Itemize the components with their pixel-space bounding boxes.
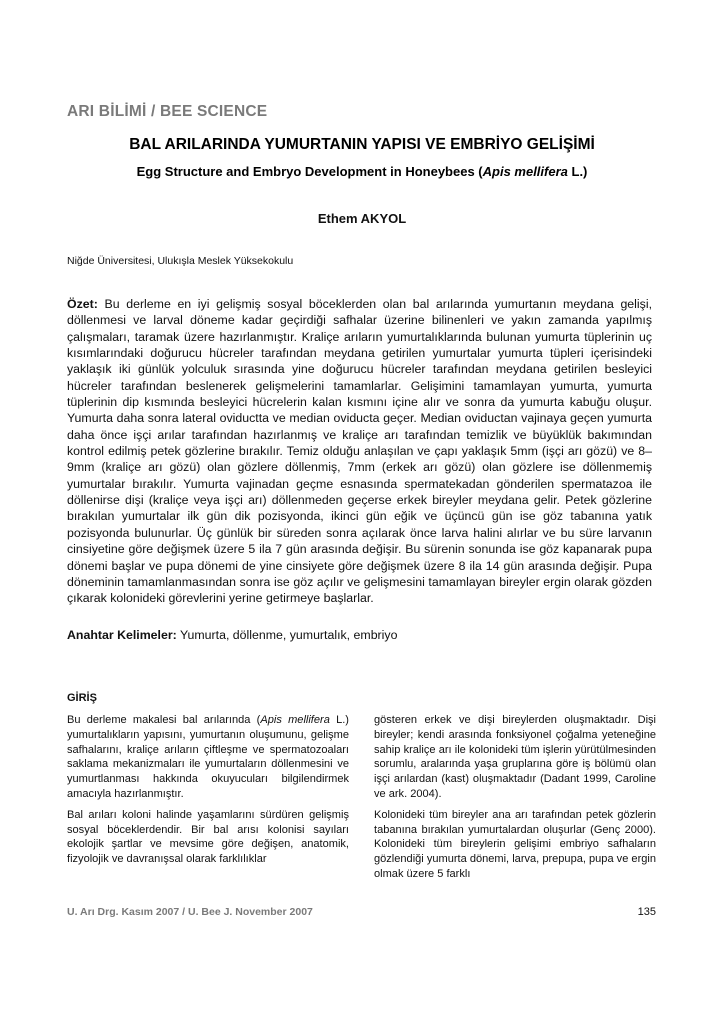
left-p1-species: Apis mellifera: [260, 714, 330, 726]
left-paragraph-2: Bal arıları koloni halinde yaşamlarını sürdüren gelişmiş sosyal böceklerdendir. Bir bal arısı kolonisi sayıları ekolojik şartlar ve mevsime göre değişen, anatomik, fizyolojik ve davranışsal olarak farklılıklar: [67, 808, 349, 866]
subtitle-text-after: L.): [567, 164, 588, 179]
left-column: [67, 713, 349, 873]
page-number: 135: [637, 906, 656, 918]
left-p1-text-before: Bu derleme makalesi bal arılarında (: [67, 714, 261, 726]
right-column: [374, 713, 656, 888]
abstract-label: Özet:: [67, 297, 98, 311]
intro-heading: GİRİŞ: [67, 692, 97, 704]
article-title: BAL ARILARINDA YUMURTANIN YAPISI VE EMBRİYO GELİŞİMİ: [129, 136, 595, 153]
keywords-text: Yumurta, döllenme, yumurtalık, embriyo: [176, 628, 398, 642]
subtitle-species: Apis mellifera: [482, 164, 568, 179]
author-affiliation: Niğde Üniversitesi, Ulukışla Meslek Yüksekokulu: [67, 255, 294, 267]
keywords-line: [67, 627, 652, 643]
right-paragraph-1: gösteren erkek ve dişi bireylerden oluşmaktadır. Dişi bireyler; kendi arasında fonksiyonel çoğalma yeteneğine sahip kraliçe arı ile kolonideki tüm işlerin yürütülmesinden sorumlu, aralarında yaşa gruplarına göre iş bölümü olan işçi arılardan (kast) oluşmaktadır (Dadant 1999, Caroline ve ark. 2004).: [374, 714, 656, 800]
abstract-paragraph: [67, 296, 652, 607]
section-heading: ARI BİLİMİ / BEE SCIENCE: [67, 103, 268, 120]
subtitle-text-before: Egg Structure and Embryo Development in Honeybees (: [136, 164, 483, 179]
author-name: Ethem AKYOL: [317, 211, 407, 226]
left-paragraph-1: [67, 713, 349, 802]
journal-footer: U. Arı Drg. Kasım 2007 / U. Bee J. November 2007: [67, 906, 313, 918]
keywords-label: Anahtar Kelimeler:: [67, 628, 177, 642]
right-paragraph-2: Kolonideki tüm bireyler ana arı tarafından petek gözlerin tabanına bırakılan yumurtalardan oluşurlar (Genç 2000). Kolonideki tüm bireylerin gelişimi embriyo safhaların gözlendiği yumurta dönemi, larva, prepupa, pupa ve ergin olmak üzere 5 farklı: [374, 808, 656, 880]
article-subtitle: [0, 164, 724, 179]
left-p1-text-after: L.) yumurtalıkların yapısını, yumurtanın oluşumunu, gelişme safhalarını, kraliçe arıların çiftleşme ve spermatozoaları saklama mekanizmaları ile yumurtaların döllenmesini ve yumurtlanması hakkında okuyucuları bilgilendirmek amacıyla hazırlanmıştır.: [67, 714, 349, 800]
abstract-text: Bu derleme en iyi gelişmiş sosyal böceklerden olan bal arılarında yumurtanın meydana gelişi, döllenmesi ve larval döneme kadar geçirdiği safhalar üzerine bilinenleri ve yakın zamanda yapılmış çalışmaları, taramak üzere hazırlanmıştır. Kraliçe arıların yumurtalıklarında bulunan yumurta tüplerinin uç kısımlarındaki doğurucu hücreler tarafından meydana getirilen yumurtalar yumurta tüpleri içerisindeki yaklaşık iki günlük yolculuk sırasında yine doğurucu hücreler tarafından meydana getirilen besleyici hücreler tarafından beslenerek gelişmelerini tamamlarlar. Gelişimini tamamlayan yumurta, yumurta tüplerinin dip kısmında besleyici hücrelerin kalan kısmını içine alır ve sonra da yumurta kabuğu oluşur. Yumurta daha sonra lateral oviductta ve median oviducta geçer. Median oviductan vajinaya geçen yumurta daha önce işçi arılar tarafından hazırlanmış ve kraliçe arı tarafından temizlik ve büyüklük bakımından kontrol edilmiş petek gözlerine bırakılır. Temiz olduğu anlaşılan ve çapı yaklaşık 5mm (işçi arı gözü) ve 8–9mm (kraliçe arı gözü) olan gözlere döllenmiş, 7mm (erkek arı gözü) olan gözlere ise döllenmemiş yumurtalar bırakılır. Yumurta vajinadan geçme esnasında spermatekadan gönderilen spermatazoa ile döllenirse dişi (kraliçe veya işçi arı) döllenmeden geçerse erkek bireyler meydana gelir. Petek gözlerine bırakılan yumurtalar ilk gün dik pozisyonda, ikinci gün eğik ve üçüncü gün ise göz tabanına yatık pozisyonda bulunurlar. Üç günlük bir süreden sonra açılarak önce larva halini alırlar ve bu süre larvanın cinsiyetine göre değişmek üzere 5 ila 7 gün arasında değişir. Bu sürenin sonunda ise göz kapanarak pupa dönemi başlar ve pupa dönemi de yine cinsiyete göre değişmek üzere 8 ila 14 gün arasında değişir. Pupa döneminin tamamlanmasından sonra ise göz açılır ve gelişmesini tamamlayan bireyler ergin olarak gözden çıkarak kolonideki görevlerini yerine getirmeye başlarlar.: [67, 297, 652, 606]
